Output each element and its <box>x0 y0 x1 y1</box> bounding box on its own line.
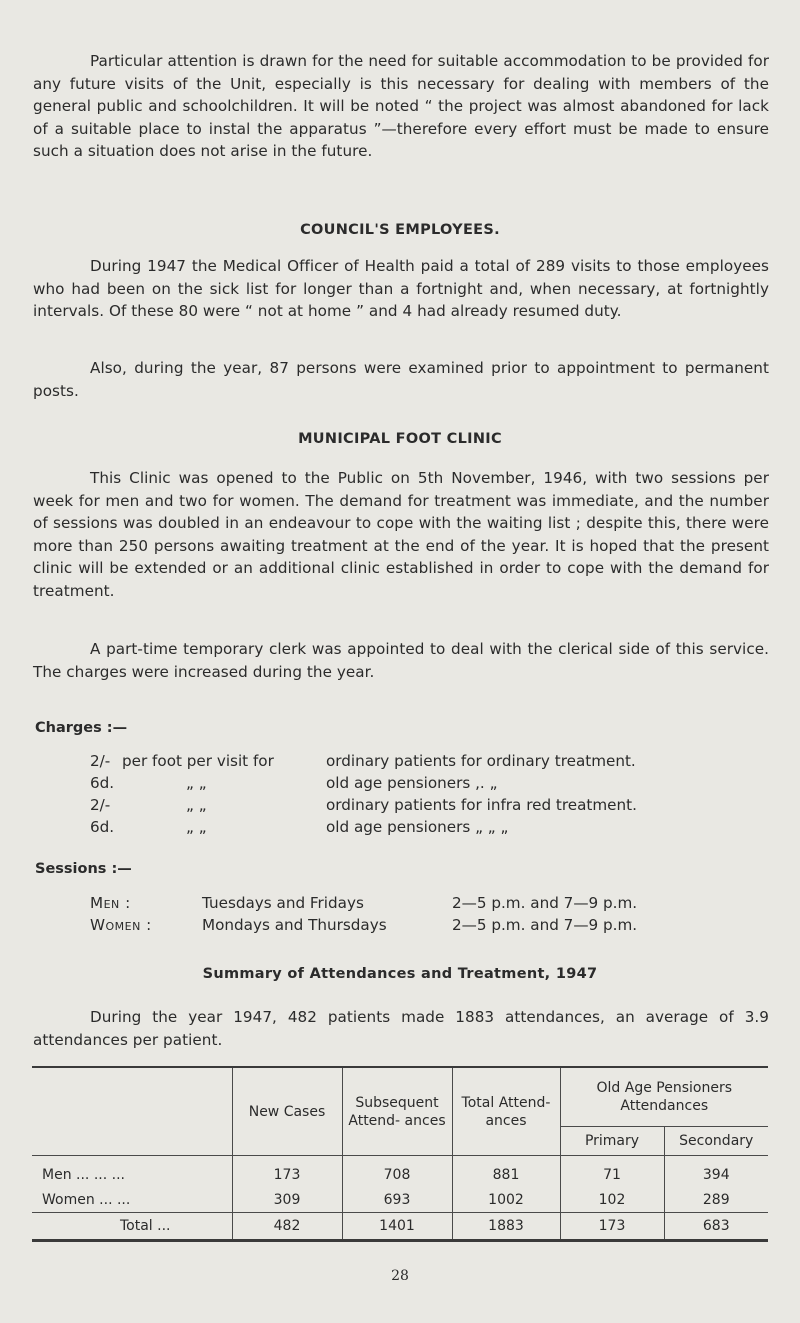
session-group: Men : <box>90 894 131 912</box>
charge-unit: „ „ <box>186 796 207 814</box>
charge-amount: 6d. <box>90 774 115 792</box>
cell-primary: 71 <box>560 1156 664 1188</box>
charge-unit: per foot per visit for <box>122 752 274 770</box>
row-label: Women ... ... <box>42 1191 131 1208</box>
paragraph-employees-examined: Also, during the year, 87 persons were examined prior to appointment to permanent posts. <box>33 359 769 400</box>
heading-charges: Charges :— <box>35 720 128 736</box>
cell-new-cases: 309 <box>232 1187 342 1213</box>
cell-total: 1002 <box>452 1187 560 1213</box>
table-header-total: Total Attend- ances <box>452 1067 560 1156</box>
cell-secondary: 683 <box>664 1213 768 1241</box>
session-days: Tuesdays and Fridays <box>202 894 364 912</box>
page-number: 28 <box>391 1268 409 1284</box>
charge-description: old age pensioners „ „ „ <box>326 818 509 836</box>
charge-description: ordinary patients for ordinary treatment. <box>326 752 636 770</box>
cell-secondary: 289 <box>664 1187 768 1213</box>
cell-primary: 102 <box>560 1187 664 1213</box>
cell-total: 881 <box>452 1156 560 1188</box>
table-header-secondary: Secondary <box>664 1127 768 1156</box>
session-times: 2—5 p.m. and 7—9 p.m. <box>452 894 638 912</box>
charge-description: ordinary patients for infra red treatment. <box>326 796 637 814</box>
charge-unit: „ „ <box>186 818 207 836</box>
charge-amount: 2/- <box>90 796 111 814</box>
paragraph-clerk: A part-time temporary clerk was appointed to deal with the clerical side of this service. The charges were increased during the year. <box>33 640 769 681</box>
table-header-blank <box>32 1067 232 1156</box>
row-label: Total ... <box>32 1213 232 1241</box>
cell-subsequent: 693 <box>342 1187 452 1213</box>
table-row <box>32 1187 768 1213</box>
session-group: Women : <box>90 916 152 934</box>
cell-primary: 173 <box>560 1213 664 1241</box>
paragraph-accommodation: Particular attention is drawn for the need for suitable accommodation to be provided for any future visits of the Unit, especially is this necessary for dealing with members of the general public and schoolchildren. It will be noted “ the project was almost abandoned for lack of a suitable place to instal the apparatus ”—therefore every effort must be made to ensure such a situation does not arise in the future. <box>33 52 769 161</box>
table-header-subsequent: Subsequent Attend- ances <box>342 1067 452 1156</box>
cell-secondary: 394 <box>664 1156 768 1188</box>
attendance-table <box>32 1066 768 1242</box>
heading-summary: Summary of Attendances and Treatment, 1947 <box>202 966 598 982</box>
table-header-primary: Primary <box>560 1127 664 1156</box>
row-label: Men ... ... ... <box>42 1166 125 1183</box>
cell-subsequent: 1401 <box>342 1213 452 1241</box>
paragraph-summary-intro: During the year 1947, 482 patients made 1883 attendances, an average of 3.9 attendances per patient. <box>33 1008 769 1049</box>
heading-foot-clinic: MUNICIPAL FOOT CLINIC <box>298 431 502 447</box>
cell-new-cases: 482 <box>232 1213 342 1241</box>
charge-amount: 2/- <box>90 752 111 770</box>
heading-sessions: Sessions :— <box>35 861 132 877</box>
session-days: Mondays and Thursdays <box>202 916 387 934</box>
cell-new-cases: 173 <box>232 1156 342 1188</box>
table-row-total <box>32 1213 768 1241</box>
charge-description: old age pensioners ,. „ <box>326 774 498 792</box>
charge-amount: 6d. <box>90 818 115 836</box>
cell-subsequent: 708 <box>342 1156 452 1188</box>
cell-total: 1883 <box>452 1213 560 1241</box>
table-header-old-age: Old Age Pensioners Attendances <box>560 1067 768 1127</box>
charge-unit: „ „ <box>186 774 207 792</box>
paragraph-clinic-opened: This Clinic was opened to the Public on 5th November, 1946, with two sessions per week for men and two for women. The demand for treatment was immediate, and the number of sessions was doubled in an endeavour to cope with the waiting list ; despite this, there were more than 250 persons awaiting treatment at the end of the year. It is hoped that the present clinic will be extended or an additional clinic established in order to cope with the demand for treatment. <box>33 469 769 600</box>
session-times: 2—5 p.m. and 7—9 p.m. <box>452 916 638 934</box>
heading-council-employees: COUNCIL'S EMPLOYEES. <box>300 222 500 238</box>
table-row <box>32 1156 768 1188</box>
table-header-new-cases: New Cases <box>232 1067 342 1156</box>
paragraph-employees-visits: During 1947 the Medical Officer of Health paid a total of 289 visits to those employees who had been on the sick list for longer than a fortnight and, when necessary, at fortnightly intervals. Of these 80 were “ not at home ” and 4 had already resumed duty. <box>33 257 769 321</box>
